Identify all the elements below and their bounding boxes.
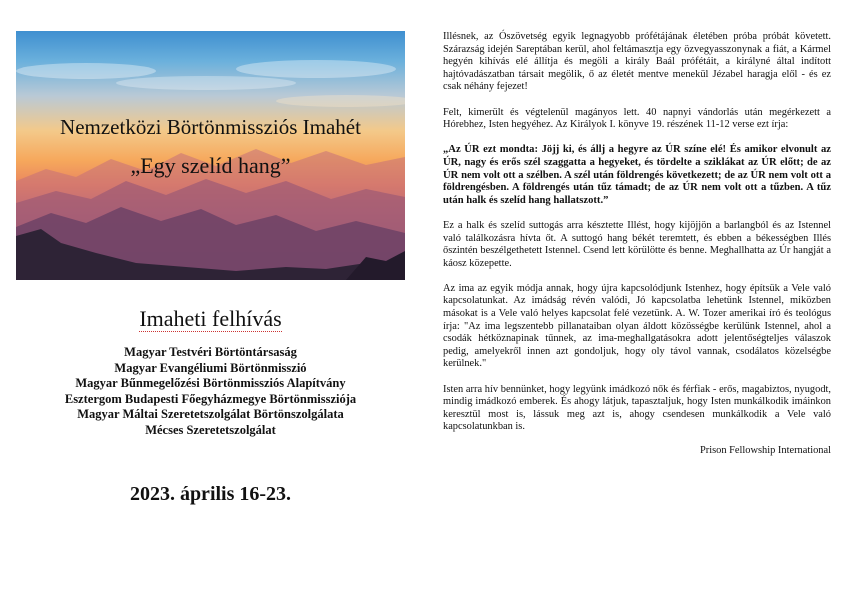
hero-banner xyxy=(16,31,405,280)
article-paragraph: Ez a halk és szelíd suttogás arra késztette Illést, hogy kijöjjön a barlangból és az Istennel való találkozásra hívta őt. A suttogó hang békét teremtett, és ebben a békességben Illés őszintén beszélgethetett Istennel. Csend lett körülötte és benne. Meghallhatta az Úr hangját a káosz közepette. xyxy=(443,219,831,269)
organization-item: Magyar Evangéliumi Börtönmisszió xyxy=(114,360,307,375)
organization-item: Mécses Szeretetszolgálat xyxy=(145,422,276,437)
organization-item: Esztergom Budapesti Főegyházmegye Börtönmissziója xyxy=(64,391,357,406)
signature: Prison Fellowship International xyxy=(699,444,831,456)
article-paragraph: Felt, kimerült és végtelenül magányos lett. 40 napnyi vándorlás után megérkezett a Hórebhez, Isten hegyéhez. Az Királyok I. könyve 19. részének 11-12 verse ezt írja: xyxy=(443,106,831,131)
article-paragraph: Illésnek, az Ószövetség egyik legnagyobb prófétájának életében próba próbát követett. Szárazság idején Sareptában kerül, ahol feltámasztja egy özvegyasszonynak a fiát, a Kármel hegyén kihívás elé állítja és megöli a király Baál prófétáit, a királyné által indított hajtóvadászatban társait megölik, ő az életét mentve menekül Jézabel haragja elől - és ez csak néhány fejezet! xyxy=(443,31,831,93)
bible-quote: „Az ÚR ezt mondta: Jöjj ki, és állj a hegyre az ÚR színe elé! És amikor elvonult az ÚR, nagy és erős szél szaggatta a hegyeket, és tördelte a sziklákat az ÚR előtt; de az ÚR nem volt ott a szélben. A szél után földrengés következett; de az ÚR nem volt ott a földrengésben. A földrengés után tűz támadt; de az ÚR nem volt ott a tűzben. A tűz után halk és szelíd hang hallatszott.” xyxy=(443,144,831,206)
call-heading: Imaheti felhívás xyxy=(139,306,282,331)
article-paragraph: Isten arra hív bennünket, hogy legyünk imádkozó nők és férfiak - erős, magabiztos, nyugodt, mindig imádkozó emberek. És ahogy látjuk, tapasztaljuk, hogy Isten munkálkodik imáinkon keresztül most is, lássuk meg azt is, ahogy csendesen munkálkodik a Vele való kapcsolatunkban is. xyxy=(443,383,831,433)
event-dates: 2023. április 16-23. xyxy=(129,483,292,505)
article-paragraph: Az ima az egyik módja annak, hogy újra kapcsolódjunk Istenhez, hogy építsük a Vele való kapcsolatunkat. Az imádság révén valódi, Jó kapcsolatba lehetünk Istennel, miközben másokat is a Vele való helyes kapcsolat felé vezetünk. A. W. Tozer amerikai író és teológus írja: "Az ima legszentebb pillanataiban olyan áldott közösségbe kerülünk Istennel, ahol a csodák hétköznapinak tűnnek, az ima-meghallgatásokra adott jelentőségteljes válaszok pedig, amelyekről innen azt gondoljuk, hogy oly távol vannak, csodálatos közelségbe kerülnek." xyxy=(443,282,831,370)
article-body xyxy=(443,31,831,457)
organization-item: Magyar Testvéri Börtöntársaság xyxy=(124,345,297,359)
organization-item: Magyar Bűnmegelőzési Börtönmissziós Alapítvány xyxy=(75,376,346,390)
hero-title: Nemzetközi Börtönmissziós Imahét xyxy=(60,115,361,139)
organization-item: Magyar Máltai Szeretetszolgálat Börtönszolgálata xyxy=(77,407,344,421)
hero-subtitle: „Egy szelíd hang” xyxy=(130,153,291,178)
organization-list xyxy=(16,345,405,438)
